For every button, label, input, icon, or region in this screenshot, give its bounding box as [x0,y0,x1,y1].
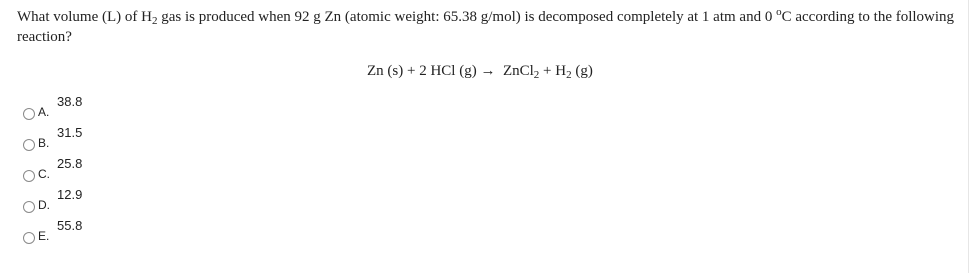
degree-superscript: o [776,6,782,18]
reaction-arrow-icon: → [480,63,496,79]
reaction-equation [367,61,593,81]
question-part-1: What volume (L) of H [17,9,152,25]
question-part-3: C according to the following reaction? [17,9,955,45]
radio-button-c[interactable] [23,170,35,182]
radio-button-a[interactable] [23,108,35,120]
equation-product-zncl: ZnCl [502,63,534,79]
h2-product-subscript: 2 [566,69,572,81]
option-value: 55.8 [57,218,83,233]
frame-divider [968,0,969,273]
zncl2-subscript: 2 [533,69,540,81]
equation-plus-h: + H [539,63,567,79]
option-letter: B. [38,136,50,150]
equation-state: (g) [571,63,593,79]
option-d[interactable] [23,183,223,214]
equation-reactants: Zn (s) + 2 HCl (g) [367,63,477,79]
option-value: 38.8 [57,94,83,109]
radio-button-e[interactable] [23,232,35,244]
radio-button-d[interactable] [23,201,35,213]
option-value: 25.8 [57,156,83,171]
option-letter: C. [38,167,50,181]
radio-button-b[interactable] [23,139,35,151]
option-a[interactable] [23,90,223,121]
option-value: 12.9 [57,187,83,202]
option-b[interactable] [23,121,223,152]
option-letter: E. [38,229,50,243]
option-e[interactable] [23,214,223,245]
question-text [17,7,957,47]
option-c[interactable] [23,152,223,183]
question-part-2: gas is produced when 92 g Zn (atomic weight: 65.38 g/mol) is decomposed completely at 1 atm and 0 [157,9,777,25]
option-letter: A. [38,105,50,119]
answer-options [23,90,223,245]
option-value: 31.5 [57,125,83,140]
option-letter: D. [38,198,50,212]
h2-subscript: 2 [151,15,158,27]
